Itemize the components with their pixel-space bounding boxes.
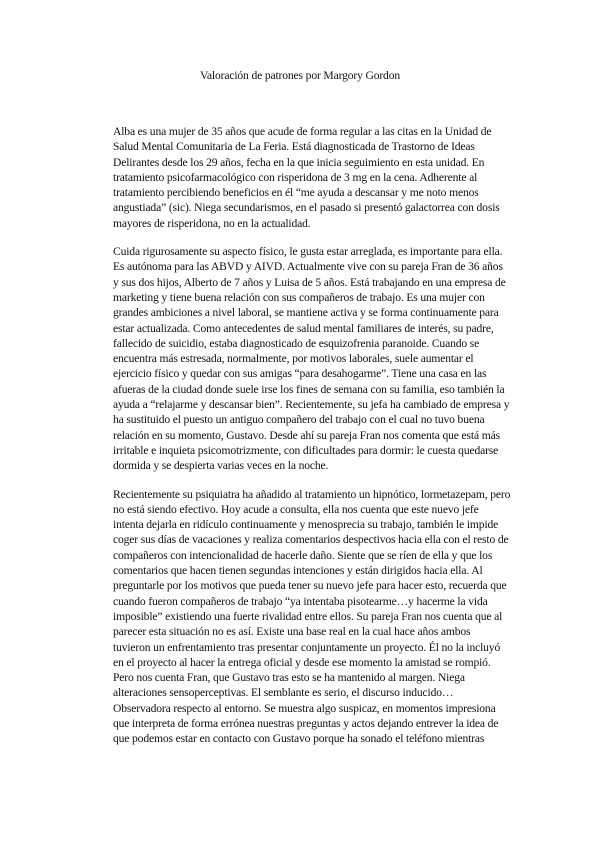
document-title: Valoración de patrones por Margory Gordon (199, 69, 400, 82)
paragraph-line: intenta dejarla en ridículo continuamente y menosprecia su trabajo, también le impide (113, 518, 499, 532)
paragraph-line: imposible” existiendo una fuerte rivalidad entre ellos. Su pareja Fran nos cuenta que al (113, 609, 503, 623)
paragraph-line: ayuda a “relajarme y descansar bien”. Recientemente, su jefa ha cambiado de empresa y (113, 398, 510, 412)
paragraph-line: Delirantes desde los 29 años, fecha en la que inicia seguimiento en esta unidad. En (113, 155, 485, 169)
paragraph-line: cuando fueron compañeros de trabajo “ya intentaba pisotearme…y hacerme la vida (113, 594, 488, 608)
paragraph-line: encuentra más estresada, normalmente, por motivos laborales, suele aumentar el (113, 352, 474, 366)
paragraph-line: Recientemente su psiquiatra ha añadido al tratamiento un hipnótico, lormetazepam, pero (113, 487, 511, 501)
paragraph-line: que podemos estar en contacto con Gustavo porque ha sonado el teléfono mientras (113, 732, 485, 746)
paragraph-line: ejercicio físico y quedar con sus amigas “para desahogarme”. Tiene una casa en las (113, 367, 487, 381)
paragraph (113, 124, 500, 231)
paragraph-line: compañeros con intencionalidad de hacerle daño. Siente que se ríen de ella y que los (113, 548, 493, 562)
paragraph-line: Es autónoma para las ABVD y AIVD. Actualmente vive con su pareja Fran de 36 años (113, 260, 503, 274)
paragraph-line: no está siendo efectivo. Hoy acude a consulta, ella nos cuenta que este nuevo jefe (113, 502, 479, 516)
paragraph-line: fallecido de suicidio, estaba diagnosticado de esquizofrenia paranoide. Cuando se (113, 336, 480, 350)
paragraph-line: y sus dos hijos, Alberto de 7 años y Luisa de 5 años. Está trabajando en una empresa de (113, 275, 506, 289)
paragraph-line: alteraciones sensoperceptivas. El semblante es serio, el discurso inducido… (113, 686, 454, 700)
paragraph-line: Observadora respecto al entorno. Se muestra algo suspicaz, en momentos impresiona (113, 701, 496, 715)
paragraph-line: mayores de risperidona, no en la actualidad. (113, 216, 311, 230)
paragraph-line: relación en su momento, Gustavo. Desde ahí su pareja Fran nos comenta que está más (113, 428, 500, 442)
paragraph-line: afueras de la ciudad donde suele irse los fines de semana con su familia, eso también la (113, 382, 505, 396)
paragraph-line: grandes ambiciones a nivel laboral, se mantiene activa y se forma continuamente para (113, 306, 499, 320)
paragraph-line: Pero nos cuenta Fran, que Gustavo tras esto se ha mantenido al margen. Niega (113, 671, 465, 685)
paragraph-line: estar actualizada. Como antecedentes de salud mental familiares de interés, su padre, (113, 321, 494, 335)
paragraph-line: coger sus días de vacaciones y realiza comentarios despectivos hacia ella con el resto de (113, 533, 509, 547)
paragraph-line: en el proyecto al hacer la entrega oficial y desde ese momento la amistad se rompió. (113, 655, 491, 669)
paragraph-line: que interpreta de forma errónea nuestras preguntas y actos dejando entrever la idea de (113, 716, 499, 730)
paragraph-line: tuvieron un enfrentamiento tras presentar conjuntamente un proyecto. Él no la incluyó (113, 640, 501, 654)
paragraph-line: tratamiento psicofarmacológico con risperidona de 3 mg en la cena. Adherente al (113, 170, 478, 184)
paragraph-line: ha sustituido el puesto un antiguo compañero del trabajo con el cual no tuvo buena (113, 413, 485, 427)
paragraph-line: dormida y se despierta varias veces en la noche. (113, 459, 329, 473)
paragraph-line: comentarios que hacen tienen segundas intenciones y están dirigidos hacia ella. Al (113, 564, 483, 578)
paragraph (113, 244, 510, 473)
paragraph-line: angustiada” (sic). Niega secundarismos, en el pasado si presentó galactorrea con dosis (113, 201, 500, 215)
paragraph-line: Salud Mental Comunitaria de La Feria. Está diagnosticada de Trastorno de Ideas (113, 140, 475, 154)
document-body (113, 124, 511, 760)
paragraph-line: tratamiento percibiendo beneficios en él “me ayuda a descansar y me noto menos (113, 186, 479, 200)
paragraph-line: Alba es una mujer de 35 años que acude de forma regular a las citas en la Unidad de (113, 125, 492, 138)
paragraph-line: Cuida rigurosamente su aspecto físico, le gusta estar arreglada, es importante para ella. (113, 245, 503, 259)
paragraph-line: marketing y tiene buena relación con sus compañeros de trabajo. Es una mujer con (113, 290, 485, 304)
paragraph-line: preguntarle por los motivos que pueda tener su nuevo jefe para hacer esto, recuerda que (113, 579, 507, 593)
paragraph-line: irritable e inquieta psicomotrizmente, con dificultades para dormir: le cuesta quedarse (113, 443, 499, 457)
paragraph (113, 487, 511, 747)
paragraph-line: parecer esta situación no es así. Existe una base real en la cual hace años ambos (113, 625, 471, 639)
